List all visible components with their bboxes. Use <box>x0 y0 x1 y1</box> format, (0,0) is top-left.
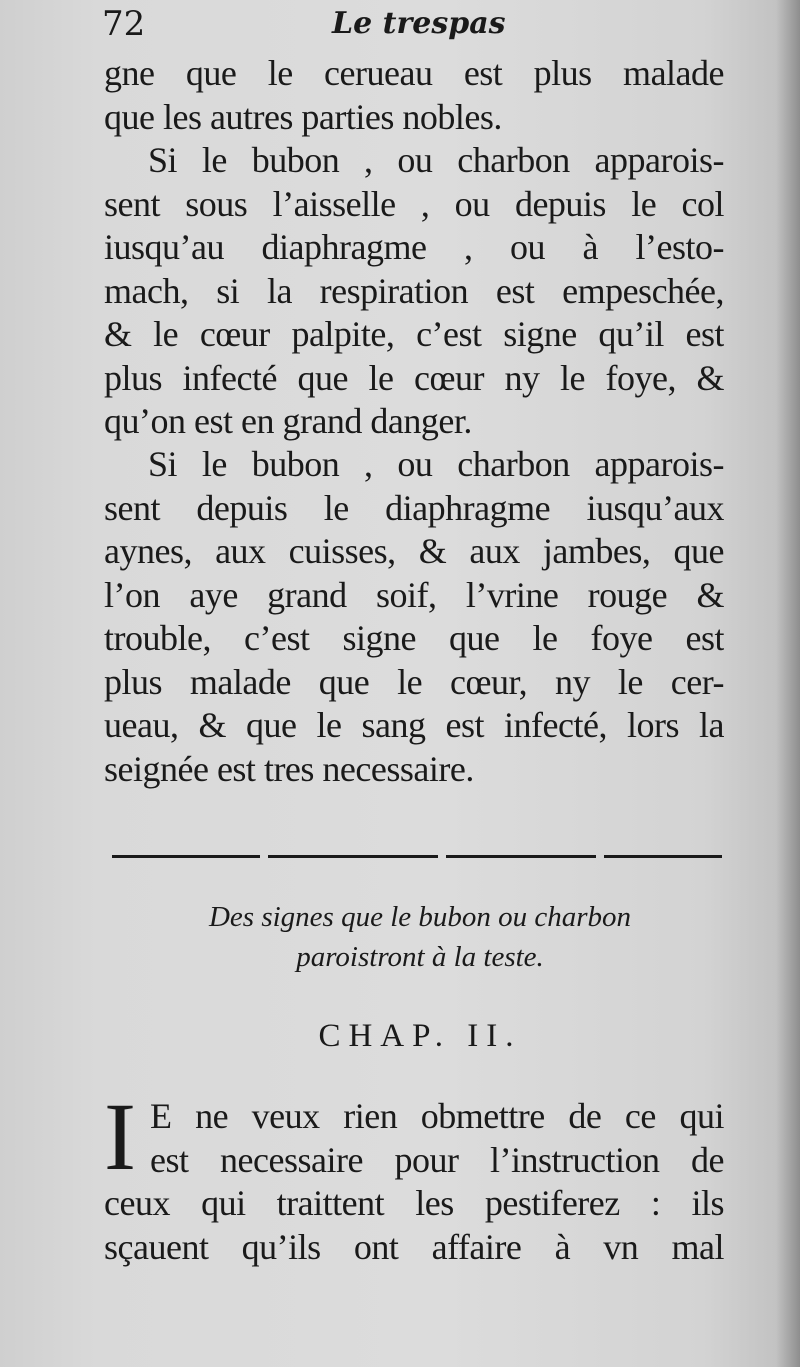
divider-segment <box>446 855 596 858</box>
paragraph-3 <box>104 443 724 791</box>
subtitle-line: paroistront à la teste. <box>296 941 544 973</box>
page-gutter-shadow <box>776 0 800 1367</box>
text-line: ceux qui traittent les pestiferez : ils <box>104 1183 724 1223</box>
text-line: que les autres parties nobles. <box>104 96 502 137</box>
text-line: Si le bubon , ou charbon apparois- <box>148 444 724 484</box>
text-line: sçauent qu’ils ont affaire à vn mal <box>104 1226 724 1267</box>
chapter-subtitle <box>120 897 720 977</box>
chapter-title: CHAP. II. <box>318 1018 522 1054</box>
text-line: gne que le cerueau est plus malade <box>104 53 724 93</box>
page-number: 72 <box>102 4 146 44</box>
running-head: Le trespas <box>332 6 506 41</box>
text-line: l’on aye grand soif, l’vrine rouge & <box>104 574 724 615</box>
text-line: est necessaire pour l’instruction de <box>150 1139 724 1180</box>
divider-segment <box>112 855 260 858</box>
text-line: ueau, & que le sang est infecté, lors la <box>104 705 724 745</box>
text-line: Si le bubon , ou charbon apparois- <box>148 140 724 180</box>
divider-segment <box>268 855 438 858</box>
page-header <box>102 4 722 44</box>
text-line: sent depuis le diaphragme iusqu’aux <box>104 487 724 528</box>
text-line: sent sous l’aisselle , ou depuis le col <box>104 183 724 224</box>
text-line: iusqu’au diaphragme , ou à l’esto- <box>104 227 724 267</box>
text-line: seignée est tres necessaire. <box>104 748 474 789</box>
text-line: qu’on est en grand danger. <box>104 401 472 441</box>
drop-cap: I <box>104 1083 136 1190</box>
paragraph-4-lines-beside-cap <box>150 1095 724 1182</box>
divider-segment <box>604 855 722 858</box>
subtitle-line: Des signes que le bubon ou charbon <box>208 901 632 933</box>
text-line: plus malade que le cœur, ny le cer- <box>104 661 724 702</box>
text-line: mach, si la respiration est empeschée, <box>104 270 724 311</box>
paragraph-1 <box>104 52 724 139</box>
section-divider <box>112 851 722 865</box>
text-line: & le cœur palpite, c’est signe qu’il est <box>104 314 724 354</box>
text-line: aynes, aux cuisses, & aux jambes, que <box>104 531 724 571</box>
text-line: plus infecté que le cœur ny le foye, & <box>104 357 724 398</box>
paragraph-4-continued <box>104 1182 724 1269</box>
text-line: trouble, c’est signe que le foye est <box>104 618 724 658</box>
paragraph-2 <box>104 139 724 444</box>
text-line: E ne veux rien obmettre de ce qui <box>150 1096 724 1136</box>
